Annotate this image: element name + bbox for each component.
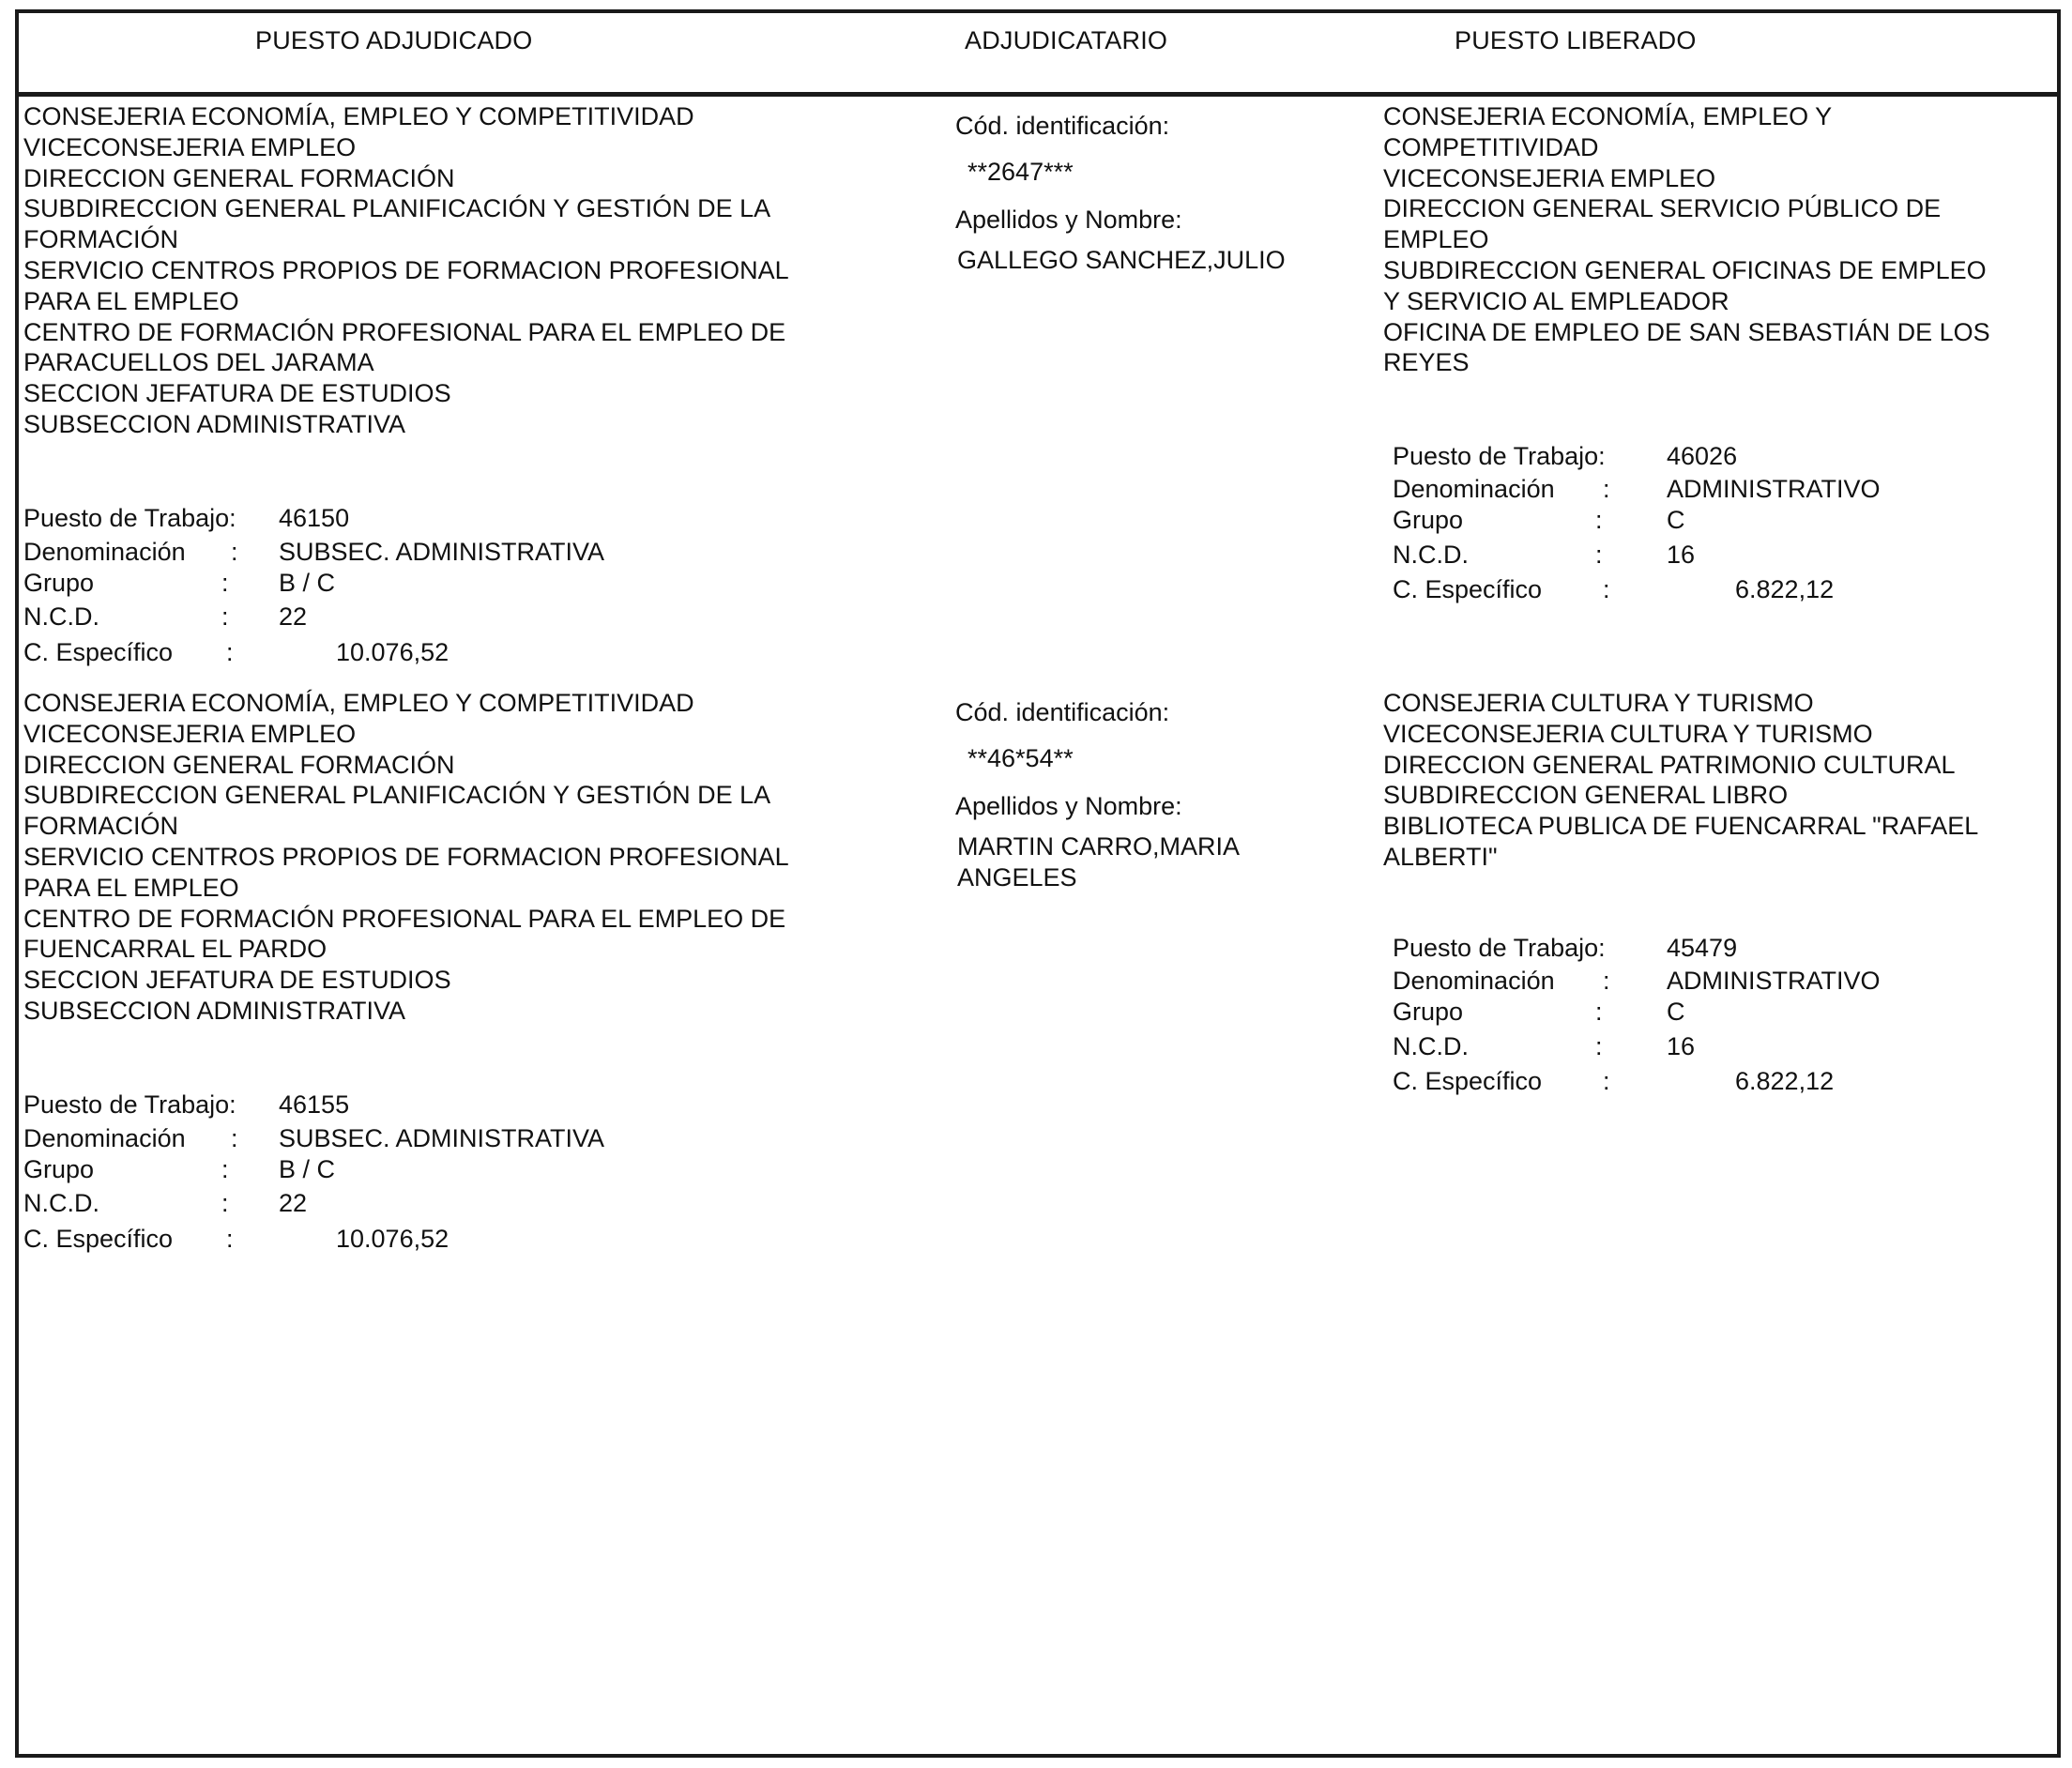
puesto-label: Puesto de Trabajo: [1393, 442, 1606, 470]
puesto-value: 46150 [279, 504, 350, 532]
org-line: BIBLIOTECA PUBLICA DE FUENCARRAL "RAFAEL [1383, 812, 1979, 841]
org-line: SECCION JEFATURA DE ESTUDIOS [23, 379, 451, 408]
especifico-label: C. Específico [1393, 1067, 1543, 1095]
denominacion-value: SUBSEC. ADMINISTRATIVA [279, 1124, 605, 1152]
org-line: OFICINA DE EMPLEO DE SAN SEBASTIÁN DE LOS [1383, 317, 1990, 346]
puesto-value: 46155 [279, 1090, 350, 1119]
grupo-label: Grupo [1393, 998, 1464, 1026]
denominacion-value: SUBSEC. ADMINISTRATIVA [279, 538, 605, 566]
ncd-label: N.C.D. [23, 602, 99, 631]
org-line: DIRECCION GENERAL FORMACIÓN [23, 750, 455, 779]
org-line: SUBDIRECCION GENERAL OFICINAS DE EMPLEO [1383, 255, 1987, 284]
colon: : [1603, 1067, 1610, 1095]
org-line: CENTRO DE FORMACIÓN PROFESIONAL PARA EL EMPLEO DE [23, 904, 786, 933]
grupo-label: Grupo [23, 1155, 95, 1183]
denominacion-label: Denominación [1393, 475, 1555, 503]
org-line: CONSEJERIA ECONOMÍA, EMPLEO Y [1383, 102, 1833, 130]
org-line: SUBSECCION ADMINISTRATIVA [23, 409, 406, 438]
org-line: VICECONSEJERIA EMPLEO [23, 719, 357, 748]
colon: : [1595, 998, 1603, 1026]
entry-2-adjudicado-org [23, 688, 789, 1027]
org-line: DIRECCION GENERAL SERVICIO PÚBLICO DE [1383, 194, 1942, 223]
org-line: FUENCARRAL EL PARDO [23, 935, 328, 964]
colon: : [1603, 575, 1610, 603]
org-line: SECCION JEFATURA DE ESTUDIOS [23, 966, 451, 995]
org-line: EMPLEO [1383, 225, 1489, 254]
colon: : [226, 1225, 234, 1253]
org-line: COMPETITIVIDAD [1383, 132, 1599, 161]
org-line: DIRECCION GENERAL PATRIMONIO CULTURAL [1383, 750, 1956, 779]
colon: : [221, 1155, 229, 1183]
ncd-label: N.C.D. [1393, 1032, 1469, 1060]
especifico-value: 6.822,12 [1735, 1067, 1835, 1095]
org-line: SUBDIRECCION GENERAL PLANIFICACIÓN Y GESTIÓN DE LA [23, 781, 771, 810]
header-divider [15, 92, 2061, 97]
ncd-value: 22 [279, 602, 308, 631]
entry-1-liberado-org [1383, 101, 1990, 378]
cod-identificacion-value: **46*54** [967, 744, 1074, 772]
nombre-label: Apellidos y Nombre: [955, 792, 1182, 820]
colon: : [226, 638, 234, 666]
ncd-label: N.C.D. [1393, 541, 1469, 569]
especifico-value: 6.822,12 [1735, 575, 1835, 603]
grupo-value: B / C [279, 569, 336, 597]
nombre-value: MARTIN CARRO,MARIA [957, 832, 1241, 861]
denominacion-value: ADMINISTRATIVO [1667, 475, 1881, 503]
nombre-value: ANGELES [957, 863, 1077, 892]
colon: : [221, 1189, 229, 1217]
especifico-value: 10.076,52 [336, 638, 449, 666]
grupo-label: Grupo [23, 569, 95, 597]
org-line: CENTRO DE FORMACIÓN PROFESIONAL PARA EL EMPLEO DE [23, 317, 786, 346]
grupo-value: C [1667, 998, 1685, 1026]
nombre-label: Apellidos y Nombre: [955, 206, 1182, 234]
org-line: FORMACIÓN [23, 812, 178, 841]
colon: : [1603, 967, 1610, 995]
colon: : [221, 569, 229, 597]
org-line: VICECONSEJERIA EMPLEO [1383, 163, 1716, 192]
denominacion-label: Denominación [23, 1124, 186, 1152]
org-line: CONSEJERIA ECONOMÍA, EMPLEO Y COMPETITIVIDAD [23, 689, 694, 717]
header-puesto-adjudicado: PUESTO ADJUDICADO [255, 26, 533, 54]
org-line: SERVICIO CENTROS PROPIOS DE FORMACION PROFESIONAL [23, 255, 789, 284]
org-line: SUBDIRECCION GENERAL PLANIFICACIÓN Y GESTIÓN DE LA [23, 194, 771, 223]
puesto-value: 46026 [1667, 442, 1738, 470]
org-line: FORMACIÓN [23, 225, 178, 254]
especifico-value: 10.076,52 [336, 1225, 449, 1253]
cod-identificacion-label: Cód. identificación: [955, 698, 1170, 726]
ncd-value: 16 [1667, 541, 1696, 569]
colon: : [1595, 1032, 1603, 1060]
colon: : [231, 538, 238, 566]
puesto-label: Puesto de Trabajo: [23, 504, 236, 532]
puesto-label: Puesto de Trabajo: [1393, 934, 1606, 962]
org-line: VICECONSEJERIA CULTURA Y TURISMO [1383, 719, 1873, 748]
org-line: PARA EL EMPLEO [23, 873, 239, 902]
org-line: ALBERTI" [1383, 842, 1498, 871]
colon: : [221, 602, 229, 631]
nombre-value: GALLEGO SANCHEZ,JULIO [957, 246, 1286, 274]
colon: : [1595, 506, 1603, 534]
entry-2-liberado-org [1383, 688, 1978, 873]
ncd-value: 16 [1667, 1032, 1696, 1060]
ncd-label: N.C.D. [23, 1189, 99, 1217]
cod-identificacion-label: Cód. identificación: [955, 112, 1170, 140]
colon: : [1595, 541, 1603, 569]
denominacion-label: Denominación [23, 538, 186, 566]
grupo-value: B / C [279, 1155, 336, 1183]
especifico-label: C. Específico [1393, 575, 1543, 603]
org-line: REYES [1383, 348, 1470, 377]
header-puesto-liberado: PUESTO LIBERADO [1455, 26, 1697, 54]
colon: : [231, 1124, 238, 1152]
puesto-label: Puesto de Trabajo: [23, 1090, 236, 1119]
cod-identificacion-value: **2647*** [967, 158, 1074, 186]
grupo-value: C [1667, 506, 1685, 534]
org-line: PARACUELLOS DEL JARAMA [23, 348, 374, 377]
org-line: CONSEJERIA CULTURA Y TURISMO [1383, 689, 1814, 717]
denominacion-value: ADMINISTRATIVO [1667, 967, 1881, 995]
especifico-label: C. Específico [23, 1225, 174, 1253]
org-line: SUBDIRECCION GENERAL LIBRO [1383, 781, 1789, 810]
org-line: VICECONSEJERIA EMPLEO [23, 132, 357, 161]
org-line: Y SERVICIO AL EMPLEADOR [1383, 286, 1729, 315]
org-line: CONSEJERIA ECONOMÍA, EMPLEO Y COMPETITIVIDAD [23, 102, 694, 130]
entry-1-adjudicado-org [23, 101, 789, 440]
denominacion-label: Denominación [1393, 967, 1555, 995]
org-line: PARA EL EMPLEO [23, 286, 239, 315]
org-line: DIRECCION GENERAL FORMACIÓN [23, 163, 455, 192]
especifico-label: C. Específico [23, 638, 174, 666]
colon: : [1603, 475, 1610, 503]
ncd-value: 22 [279, 1189, 308, 1217]
org-line: SERVICIO CENTROS PROPIOS DE FORMACION PROFESIONAL [23, 842, 789, 871]
header-adjudicatario: ADJUDICATARIO [965, 26, 1168, 54]
puesto-value: 45479 [1667, 934, 1738, 962]
org-line: SUBSECCION ADMINISTRATIVA [23, 996, 406, 1025]
grupo-label: Grupo [1393, 506, 1464, 534]
